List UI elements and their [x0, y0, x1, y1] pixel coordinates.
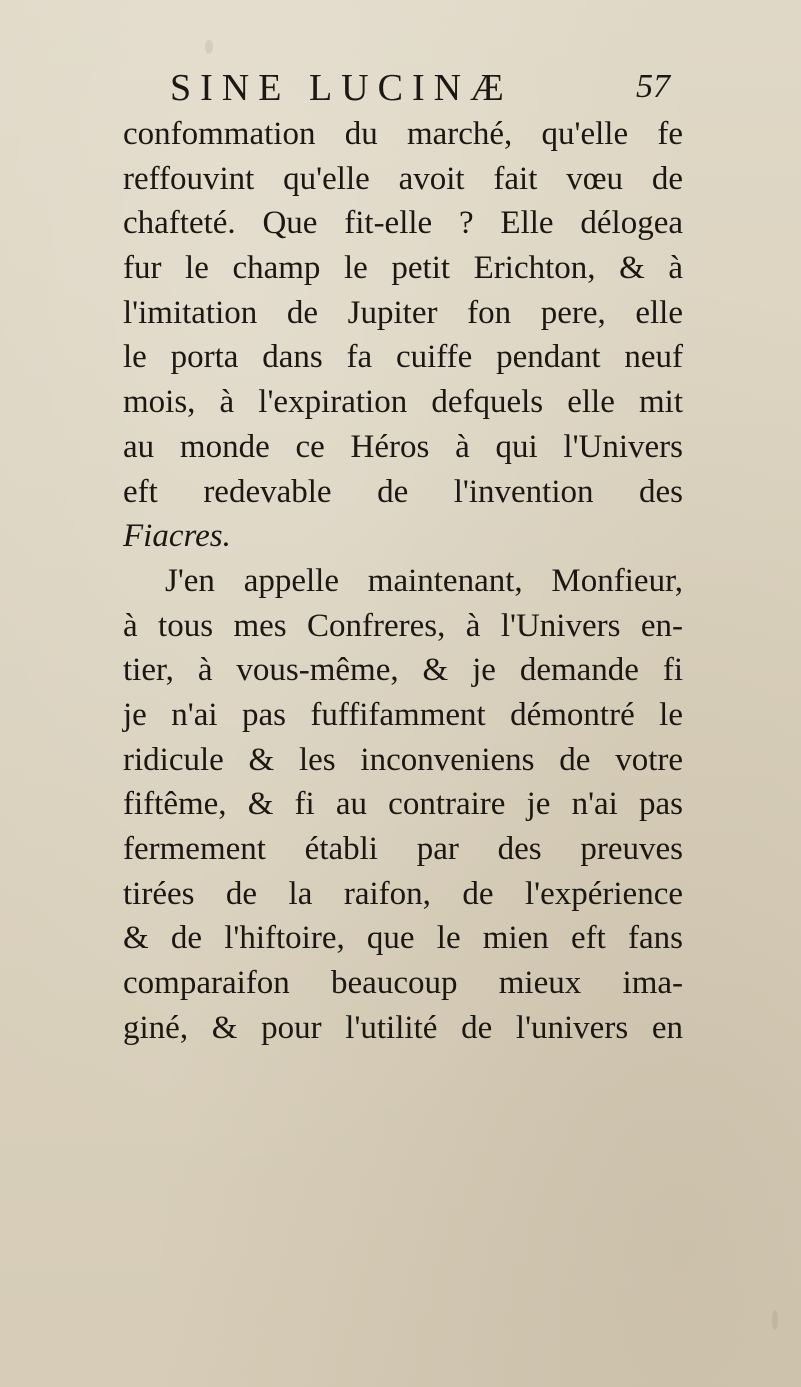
text-line: reffouvint qu'elle avoit fait vœu de: [123, 160, 683, 197]
body-text: [123, 112, 683, 1050]
text-line: mois, à l'expiration defquels elle mit: [123, 384, 683, 421]
text-line: l'imitation de Jupiter fon pere, elle: [123, 294, 683, 331]
text-line: fermement établi par des preuves: [123, 831, 683, 867]
paper-stain: [205, 40, 213, 54]
text-line: tirées de la raifon, de l'expérience: [123, 875, 683, 912]
text-line: au monde ce Héros à qui l'Univers: [123, 428, 683, 465]
paper-stain: [772, 1310, 778, 1330]
text-line: fiftême, & fi au contraire je n'ai pas: [123, 786, 683, 823]
text-line: ridicule & les inconveniens de votre: [123, 741, 683, 778]
running-head: SINE LUCINÆ: [170, 67, 513, 109]
text-line: chafteté. Que fit-elle ? Elle délogea: [123, 205, 683, 242]
text-line: tier, à vous-même, & je demande fi: [123, 652, 683, 689]
text-line: le porta dans fa cuiffe pendant neuf: [123, 339, 683, 376]
text-line: & de l'hiftoire, que le mien eft fans: [123, 920, 683, 957]
page-number: 57: [636, 68, 670, 105]
text-line: à tous mes Confreres, à l'Univers en-: [123, 607, 683, 644]
text-line: Fiacres.: [123, 518, 231, 555]
text-line: fur le champ le petit Erichton, & à: [123, 250, 683, 287]
text-line: confommation du marché, qu'elle fe: [123, 116, 683, 152]
text-line: eft redevable de l'invention des: [123, 473, 683, 510]
text-line: je n'ai pas fuffifamment démontré le: [123, 696, 683, 733]
text-line: giné, & pour l'utilité de l'univers en: [123, 1009, 683, 1046]
page-header: [170, 66, 670, 110]
text-line: comparaifon beaucoup mieux ima-: [123, 965, 683, 1002]
text-line: J'en appelle maintenant, Monfieur,: [165, 562, 683, 599]
